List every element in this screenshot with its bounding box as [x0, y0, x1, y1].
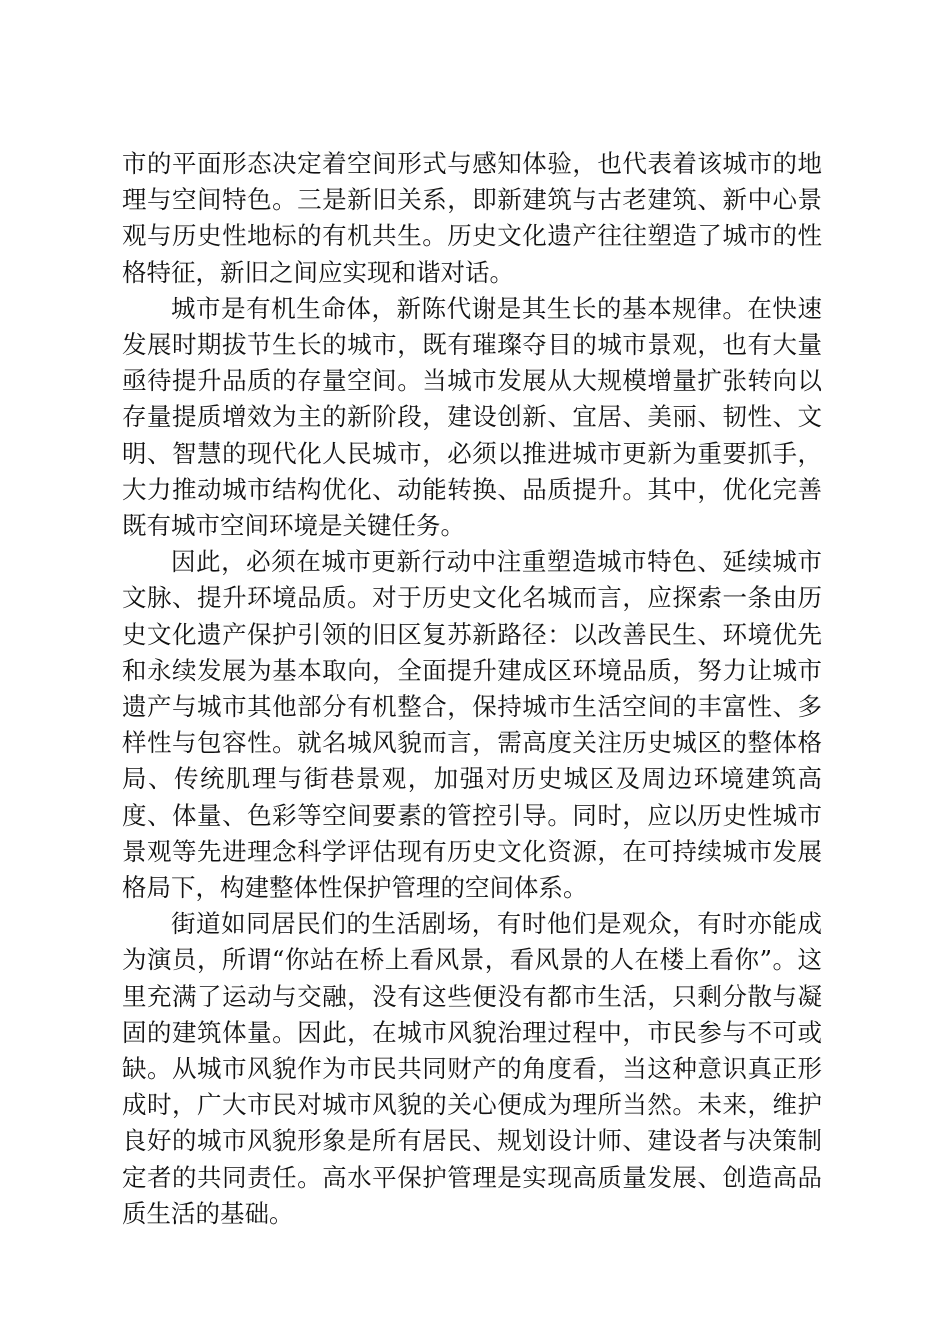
paragraph-public-participation: 街道如同居民们的生活剧场，有时他们是观众，有时亦能成为演员，所谓“你站在桥上看风景，看风景的人在楼上看你”。这里充满了运动与交融，没有这些便没有都市生活，只剩分散与凝固的建筑体量。因此，在城市风貌治理过程中，市民参与不可或缺。从城市风貌作为市民共同财产的角度看，当这种意识真正形成时，广大市民对城市风貌的关心便成为理所当然。未来，维护良好的城市风貌形象是所有居民、规划设计师、建设者与决策制定者的共同责任。高水平保护管理是实现高质量发展、创造高品质生活的基础。 — [122, 909, 822, 1228]
paragraph-historic-city: 因此，必须在城市更新行动中注重塑造城市特色、延续城市文脉、提升环境品质。对于历史文化名城而言，应探索一条由历史文化遗产保护引领的旧区复苏新路径：以改善民生、环境优先和永续发展为基本取向，全面提升建成区环境品质，努力让城市遗产与城市其他部分有机整合，保持城市生活空间的丰富性、多样性与包容性。就名城风貌而言，需高度关注历史城区的整体格局、传统肌理与街巷景观，加强对历史城区及周边环境建筑高度、体量、色彩等空间要素的管控引导。同时，应以历史性城市景观等先进理念科学评估现有历史文化资源，在可持续城市发展格局下，构建整体性保护管理的空间体系。 — [122, 547, 822, 903]
paragraph-urban-renewal: 城市是有机生命体，新陈代谢是其生长的基本规律。在快速发展时期拔节生长的城市，既有璀璨夺目的城市景观，也有大量亟待提升品质的存量空间。当城市发展从大规模增量扩张转向以存量提质增效为主的新阶段，建设创新、宜居、美丽、韧性、文明、智慧的现代化人民城市，必须以推进城市更新为重要抓手，大力推动城市结构优化、动能转换、品质提升。其中，优化完善既有城市空间环境是关键任务。 — [122, 293, 822, 541]
paragraph-continued: 市的平面形态决定着空间形式与感知体验，也代表着该城市的地理与空间特色。三是新旧关系，即新建筑与古老建筑、新中心景观与历史性地标的有机共生。历史文化遗产往往塑造了城市的性格特征，新旧之间应实现和谐对话。 — [122, 149, 822, 287]
document-body — [122, 146, 822, 1232]
